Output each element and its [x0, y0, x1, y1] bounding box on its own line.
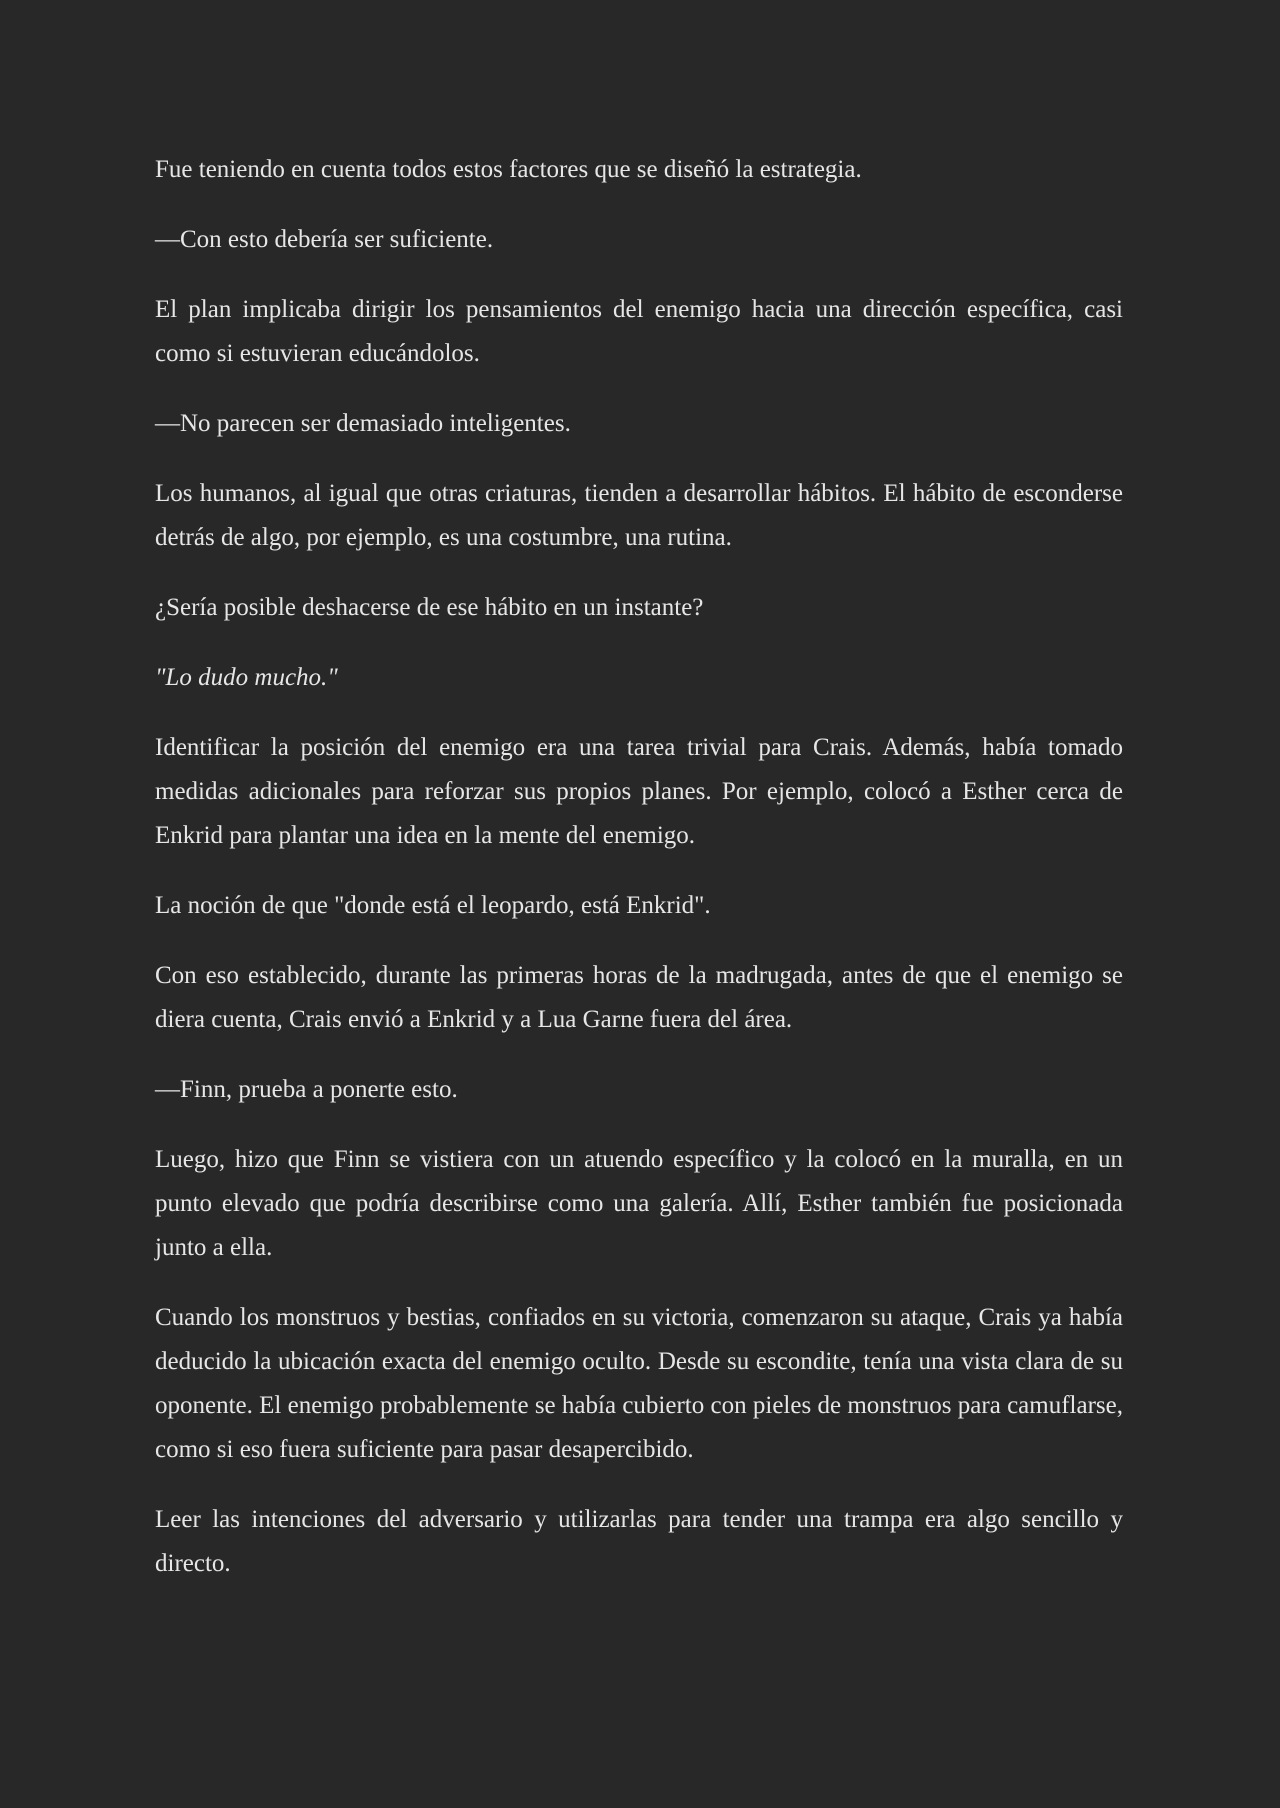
dialogue-paragraph: —Finn, prueba a ponerte esto.: [155, 1076, 458, 1103]
paragraph: La noción de que "donde está el leopardo, está Enkrid".: [155, 892, 711, 919]
paragraph: Con eso establecido, durante las primeras horas de la madrugada, antes de que el enemigo se diera cuenta, Crais envió a Enkrid y a Lua Garne fuera del área.: [155, 962, 1123, 1033]
paragraph: Luego, hizo que Finn se vistiera con un atuendo específico y la colocó en la muralla, en un punto elevado que podría describirse como una galería. Allí, Esther también fue posicionada junto a ella.: [155, 1146, 1123, 1261]
paragraph: Cuando los monstruos y bestias, confiados en su victoria, comenzaron su ataque, Crais ya había deducido la ubicación exacta del enemigo oculto. Desde su escondite, tenía una vista clara de su oponente. El enemigo probablemente se había cubierto con pieles de monstruos para camuflarse, como si eso fuera suficiente para pasar desapercibido.: [155, 1304, 1123, 1463]
paragraph: Leer las intenciones del adversario y utilizarlas para tender una trampa era algo sencillo y directo.: [155, 1506, 1123, 1577]
reading-pane: [155, 148, 1123, 1612]
paragraph: Los humanos, al igual que otras criaturas, tienden a desarrollar hábitos. El hábito de esconderse detrás de algo, por ejemplo, es una costumbre, una rutina.: [155, 480, 1123, 551]
paragraph: Fue teniendo en cuenta todos estos factores que se diseñó la estrategia.: [155, 156, 862, 183]
paragraph: ¿Sería posible deshacerse de ese hábito en un instante?: [155, 594, 704, 621]
thought-paragraph: "Lo dudo mucho.": [155, 664, 338, 691]
paragraph: Identificar la posición del enemigo era una tarea trivial para Crais. Además, había tomado medidas adicionales para reforzar sus propios planes. Por ejemplo, colocó a Esther cerca de Enkrid para plantar una idea en la mente del enemigo.: [155, 734, 1123, 849]
paragraph: El plan implicaba dirigir los pensamientos del enemigo hacia una dirección específica, casi como si estuvieran educándolos.: [155, 296, 1123, 367]
dialogue-paragraph: —Con esto debería ser suficiente.: [155, 226, 494, 253]
dialogue-paragraph: —No parecen ser demasiado inteligentes.: [155, 410, 571, 437]
